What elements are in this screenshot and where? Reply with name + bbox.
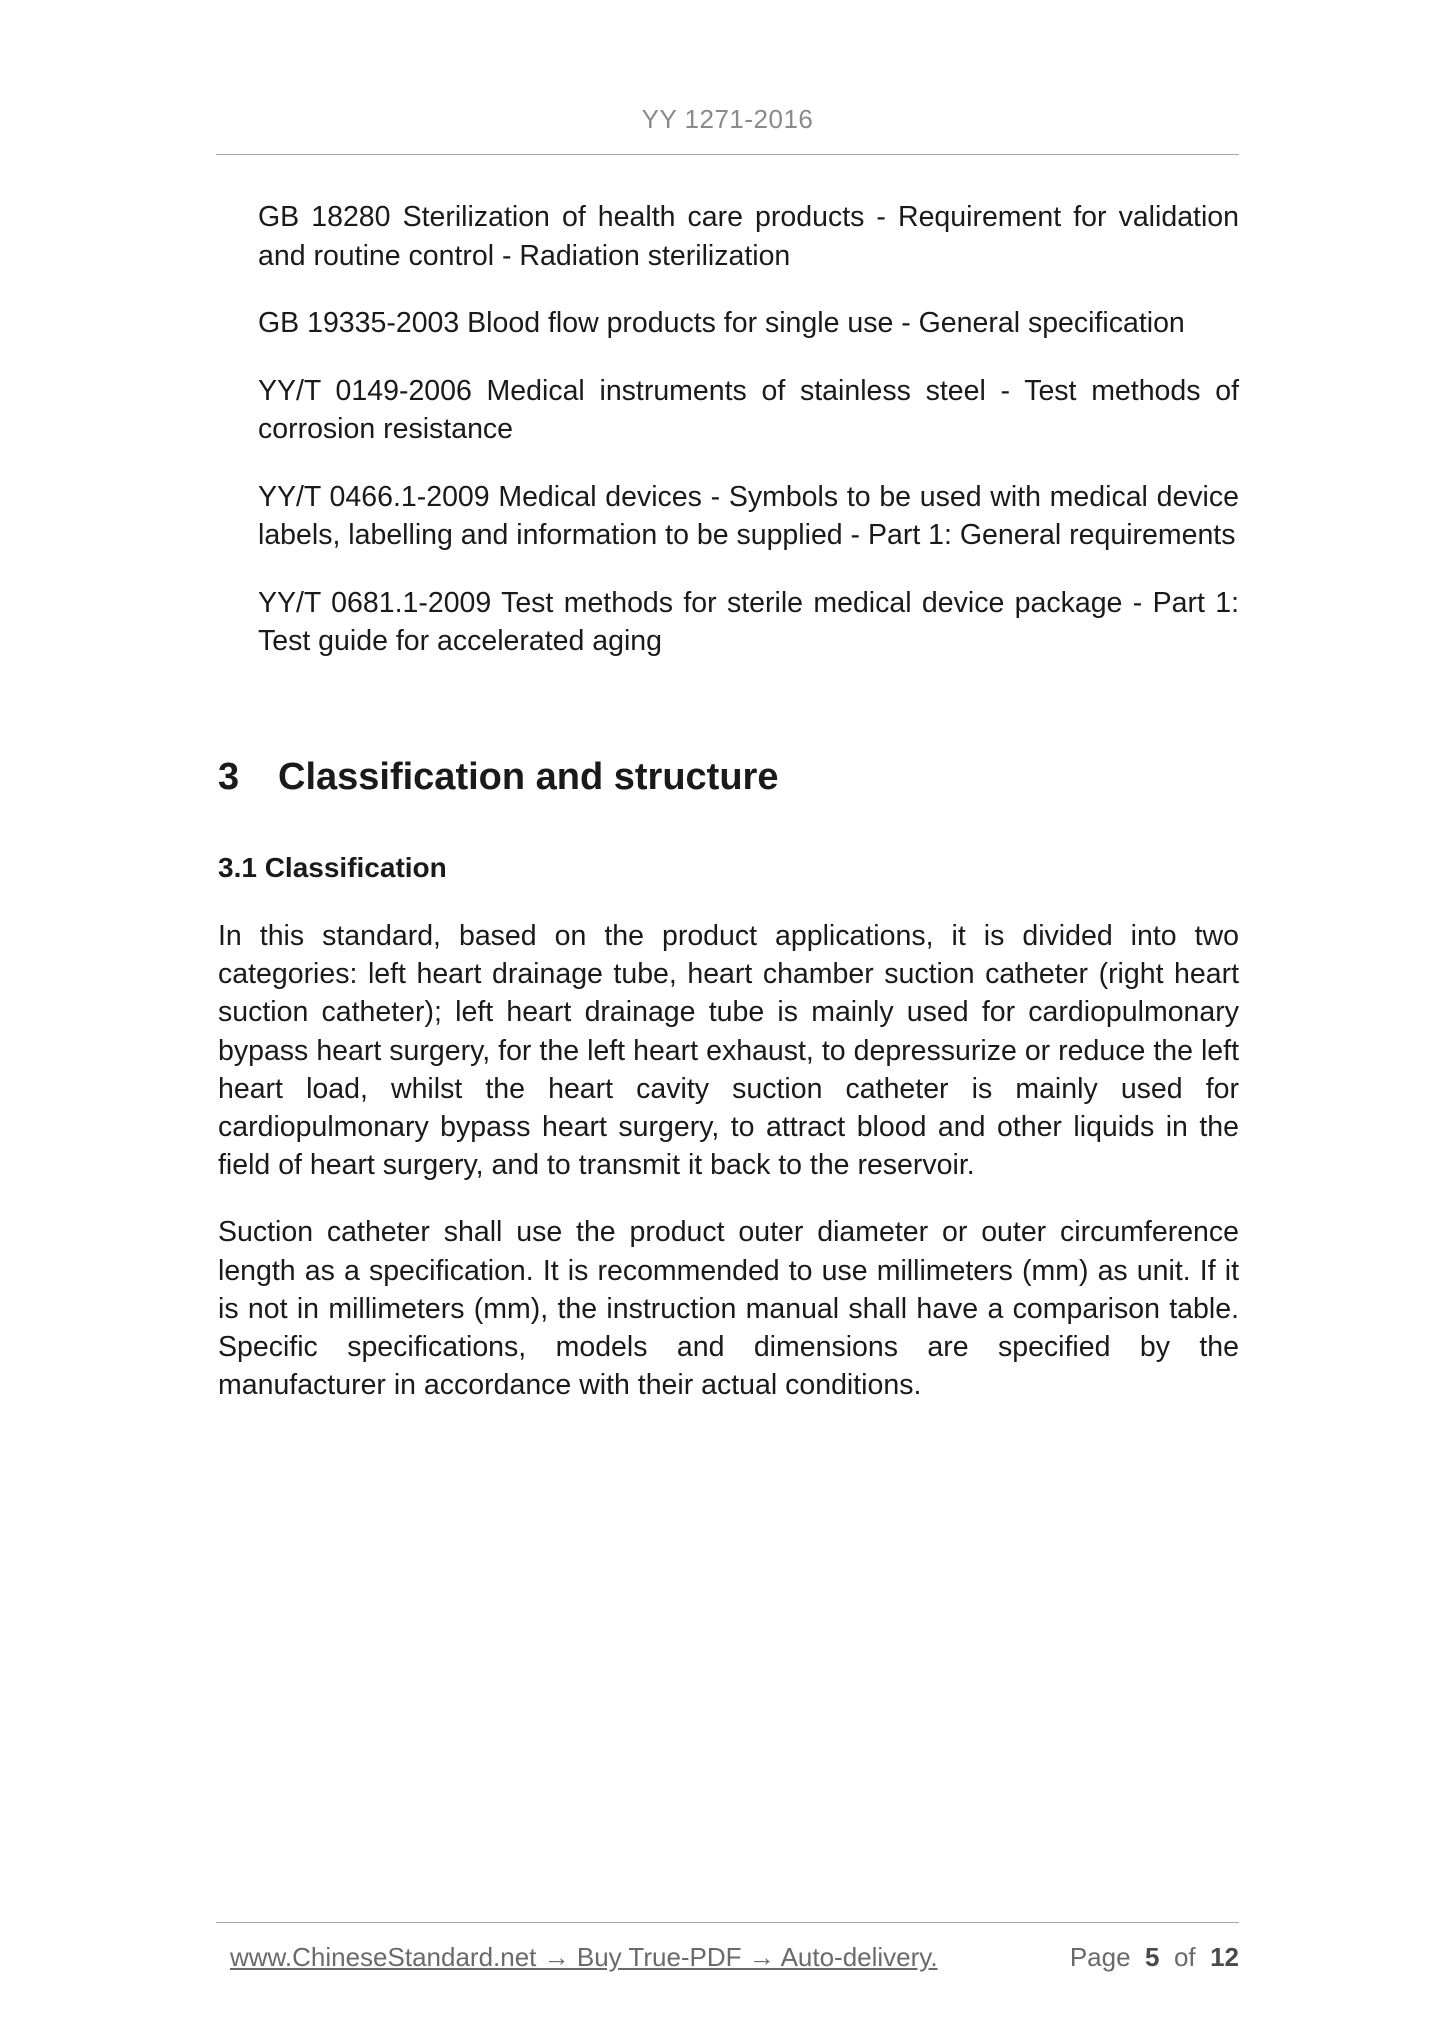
subsection-heading: 3.1 Classification <box>218 852 447 883</box>
normative-references-list <box>258 198 1239 690</box>
page-indicator <box>1070 1942 1239 1973</box>
reference-item: YY/T 0149-2006 Medical instruments of stainless steel - Test methods of corrosion resistance <box>258 374 1239 445</box>
reference-item: GB 18280 Sterilization of health care products - Requirement for validation and routine control - Radiation sterilization <box>258 201 1239 272</box>
reference-item: YY/T 0466.1-2009 Medical devices - Symbols to be used with medical device labels, labelling and information to be supplied - Part 1: General requirements <box>258 480 1239 551</box>
body-paragraph: In this standard, based on the product applications, it is divided into two categories: left heart drainage tube, heart chamber suction catheter (right heart suction catheter); left heart drainage tube is mainly used for cardiopulmonary bypass heart surgery, for the left heart exhaust, to depressurize or reduce the left heart load, whilst the heart cavity suction catheter is mainly used for cardiopulmonary bypass heart surgery, to attract blood and other liquids in the field of heart surgery, and to transmit it back to the reservoir. <box>218 920 1239 1182</box>
section-heading <box>218 756 1239 799</box>
footer-divider <box>216 1922 1239 1923</box>
section-title: Classification and structure <box>278 756 779 798</box>
section-number: 3 <box>218 756 240 798</box>
page-label: Page <box>1069 1942 1131 1972</box>
header-doc-code: YY 1271-2016 <box>641 104 814 134</box>
page-current: 5 <box>1145 1942 1160 1972</box>
body-paragraph: Suction catheter shall use the product outer diameter or outer circumference length as a specification. It is recommended to use millimeters (mm) as unit. If it is not in millimeters (mm), the instruction manual shall have a comparison table. Specific specifications, models and dimensions are specified by the manufacturer in accordance with their actual conditions. <box>218 1216 1239 1402</box>
reference-item: GB 19335-2003 Blood flow products for single use - General specification <box>258 307 1185 339</box>
footer-purchase-link[interactable]: www.ChineseStandard.net → Buy True-PDF → Auto-delivery. <box>230 1942 938 1972</box>
section-body <box>218 917 1239 1433</box>
header-divider <box>216 154 1239 155</box>
page-of-label: of <box>1173 1942 1196 1972</box>
page-total: 12 <box>1210 1942 1239 1972</box>
reference-item: YY/T 0681.1-2009 Test methods for sterile medical device package - Part 1: Test guide for accelerated aging <box>258 586 1239 657</box>
